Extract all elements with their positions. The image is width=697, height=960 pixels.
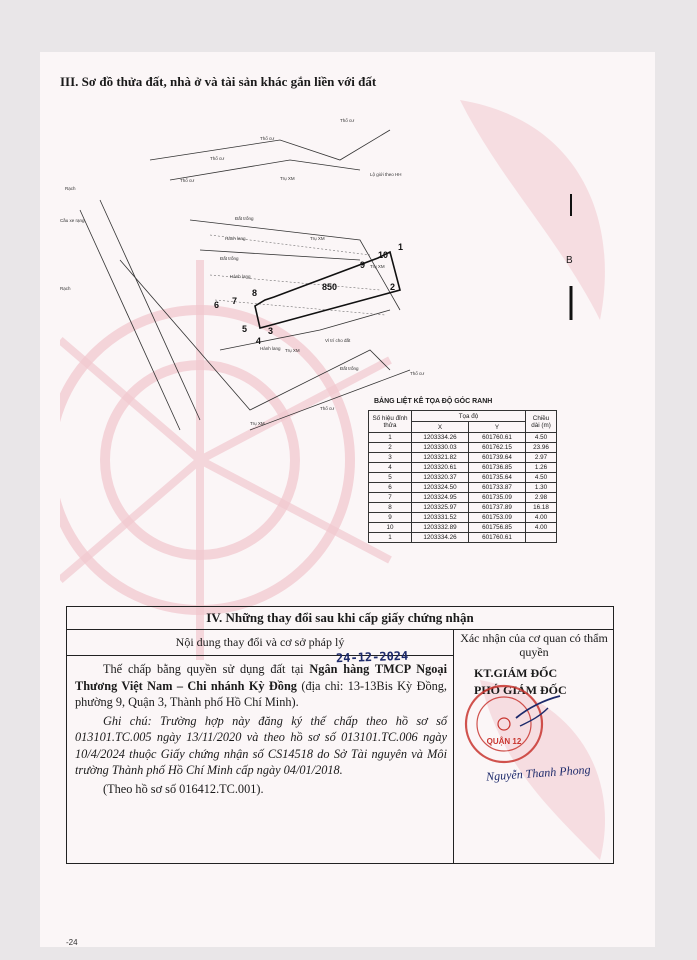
bank-address: (địa chỉ: 13-13Bis Kỳ Đồng, phường 9, Quận 3, Thành phố Hồ Chí Minh). bbox=[75, 678, 448, 709]
coord-cell-no: 5 bbox=[369, 473, 412, 483]
official-seal bbox=[456, 678, 566, 768]
coord-cell-x: 1203330.03 bbox=[412, 443, 469, 453]
coord-row bbox=[369, 513, 557, 523]
kt-director-label: KT.GIÁM ĐỐC bbox=[474, 666, 558, 680]
coord-row bbox=[369, 483, 557, 493]
coord-row bbox=[369, 453, 557, 463]
deputy-director-label: PHÓ GIÁM ĐỐC bbox=[474, 683, 567, 697]
svg-text:Thổ cư: Thổ cư bbox=[340, 118, 355, 123]
column-divider bbox=[453, 629, 454, 863]
signer-name: Nguyễn Thanh Phong bbox=[485, 762, 591, 784]
coord-cell-y: 601735.09 bbox=[469, 493, 526, 503]
mortgage-paragraph bbox=[75, 661, 447, 711]
coord-cell-x: 1203332.89 bbox=[412, 523, 469, 533]
coord-row bbox=[369, 463, 557, 473]
svg-text:Vỉ trí cho đất: Vỉ trí cho đất bbox=[325, 338, 351, 343]
coord-row bbox=[369, 433, 557, 443]
coord-cell-x: 1203324.50 bbox=[412, 483, 469, 493]
svg-text:Đất trống: Đất trống bbox=[220, 256, 239, 261]
svg-text:Trụ XM: Trụ XM bbox=[250, 421, 265, 426]
coord-row bbox=[369, 503, 557, 513]
coord-cell-length: 4.50 bbox=[526, 473, 557, 483]
coord-header-x: X bbox=[412, 422, 469, 433]
coord-cell-y: 601760.61 bbox=[469, 433, 526, 443]
vertex-2: 2 bbox=[390, 282, 396, 292]
coord-cell-y: 601762.15 bbox=[469, 443, 526, 453]
svg-text:Đất trống: Đất trống bbox=[340, 366, 359, 371]
coord-cell-length: 4.50 bbox=[526, 433, 557, 443]
coord-row bbox=[369, 473, 557, 483]
coord-cell-length: 4.00 bbox=[526, 523, 557, 533]
svg-text:Trụ XM: Trụ XM bbox=[285, 348, 300, 353]
coord-header-no: Số hiệu đỉnh thửa bbox=[369, 411, 412, 433]
coord-cell-y: 601735.64 bbox=[469, 473, 526, 483]
coord-cell-y: 601733.87 bbox=[469, 483, 526, 493]
coord-row bbox=[369, 493, 557, 503]
svg-text:Đất trống: Đất trống bbox=[235, 216, 254, 221]
svg-text:Thổ cư: Thổ cư bbox=[320, 406, 335, 411]
coord-cell-length: 2.97 bbox=[526, 453, 557, 463]
coord-row bbox=[369, 533, 557, 543]
vertex-7: 7 bbox=[232, 296, 238, 306]
north-arrow-icon bbox=[565, 194, 577, 324]
coord-cell-x: 1203334.26 bbox=[412, 433, 469, 443]
change-content bbox=[75, 661, 447, 799]
section-4-title: IV. Những thay đổi sau khi cấp giấy chứng nhận bbox=[67, 607, 613, 630]
svg-text:Rạch: Rạch bbox=[65, 186, 76, 191]
coord-cell-no: 9 bbox=[369, 513, 412, 523]
svg-text:Trụ XM: Trụ XM bbox=[370, 264, 385, 269]
svg-text:Hành lang: Hành lang bbox=[225, 236, 246, 241]
coord-cell-no: 8 bbox=[369, 503, 412, 513]
svg-text:Thổ cư: Thổ cư bbox=[410, 371, 425, 376]
coord-cell-x: 1203334.26 bbox=[412, 533, 469, 543]
coord-cell-y: 601737.89 bbox=[469, 503, 526, 513]
dossier-reference: (Theo hồ sơ số 016412.TC.001). bbox=[103, 781, 264, 796]
coord-cell-no: 1 bbox=[369, 533, 412, 543]
coord-table bbox=[368, 410, 557, 543]
svg-text:Hành lang: Hành lang bbox=[230, 274, 251, 279]
coord-cell-y: 601739.64 bbox=[469, 453, 526, 463]
vertex-5: 5 bbox=[242, 324, 248, 334]
coord-cell-length: 16.18 bbox=[526, 503, 557, 513]
svg-text:Thổ cư: Thổ cư bbox=[180, 178, 195, 183]
coord-cell-x: 1203331.52 bbox=[412, 513, 469, 523]
coord-header-y: Y bbox=[469, 422, 526, 433]
coord-cell-y: 601760.61 bbox=[469, 533, 526, 543]
coord-cell-length: 1.26 bbox=[526, 463, 557, 473]
section-3-title: III. Sơ đồ thửa đất, nhà ở và tài sản khác gắn liền với đất bbox=[60, 74, 377, 89]
vertex-4: 4 bbox=[256, 336, 262, 346]
note-paragraph: Ghi chú: Trường hợp này đăng ký thế chấp theo hồ sơ số 013101.TC.005 ngày 13/11/2020 và theo hồ sơ số 013101.TC.006 ngày 10/4/2024 thuộc Giấy chứng nhận số CS14518 do Sở Tài nguyên và Môi trường Thành phố Hồ Chí Minh cấp ngày 04/01/2018. bbox=[75, 713, 447, 777]
side-label: B bbox=[566, 255, 573, 266]
coord-cell-length: 4.00 bbox=[526, 513, 557, 523]
coord-cell-no: 4 bbox=[369, 463, 412, 473]
coord-row bbox=[369, 523, 557, 533]
svg-text:Trụ XM: Trụ XM bbox=[280, 176, 295, 181]
svg-text:Thổ cư: Thổ cư bbox=[210, 156, 225, 161]
coord-cell-no: 7 bbox=[369, 493, 412, 503]
lot-number: 850 bbox=[322, 282, 338, 292]
coord-cell-length: 2.98 bbox=[526, 493, 557, 503]
coord-cell-x: 1203320.37 bbox=[412, 473, 469, 483]
coord-cell-y: 601756.85 bbox=[469, 523, 526, 533]
svg-text:Hành lang: Hành lang bbox=[260, 346, 281, 351]
coord-row bbox=[369, 443, 557, 453]
coord-table-caption: BẢNG LIỆT KÊ TỌA ĐỘ GÓC RANH bbox=[374, 398, 493, 405]
mortgage-text: Thế chấp bằng quyền sử dụng đất tại bbox=[103, 662, 310, 676]
vertex-9: 9 bbox=[360, 260, 366, 270]
coord-header-len: Chiều dài (m) bbox=[526, 411, 557, 433]
handwritten-date: 24-12-2024 bbox=[335, 648, 409, 666]
confirmation-column-header: Xác nhận của cơ quan có thẩm quyền bbox=[460, 631, 608, 659]
coord-cell-no: 1 bbox=[369, 433, 412, 443]
svg-text:Trụ XM: Trụ XM bbox=[310, 236, 325, 241]
coord-cell-no: 3 bbox=[369, 453, 412, 463]
coord-cell-y: 601736.85 bbox=[469, 463, 526, 473]
coord-cell-no: 6 bbox=[369, 483, 412, 493]
coord-cell-length: 23.96 bbox=[526, 443, 557, 453]
coord-cell-no: 10 bbox=[369, 523, 412, 533]
coord-cell-y: 601753.09 bbox=[469, 513, 526, 523]
vertex-1: 1 bbox=[398, 242, 404, 252]
vertex-8: 8 bbox=[252, 288, 258, 298]
svg-text:Cầu xe rạng: Cầu xe rạng bbox=[60, 218, 85, 223]
coord-cell-no: 2 bbox=[369, 443, 412, 453]
coord-cell-x: 1203325.97 bbox=[412, 503, 469, 513]
footer-mark: -24 bbox=[66, 938, 78, 947]
changes-column-header: Nội dung thay đổi và cơ sở pháp lý bbox=[175, 635, 345, 649]
seal-district: QUẬN 12 bbox=[486, 737, 522, 746]
vertex-3: 3 bbox=[268, 326, 274, 336]
vertex-6: 6 bbox=[214, 300, 220, 310]
coord-cell-x: 1203324.95 bbox=[412, 493, 469, 503]
svg-text:Lộ giới theo HH: Lộ giới theo HH bbox=[370, 172, 402, 177]
coord-cell-length bbox=[526, 533, 557, 543]
coord-cell-x: 1203320.61 bbox=[412, 463, 469, 473]
coord-cell-length: 1.30 bbox=[526, 483, 557, 493]
svg-text:Thổ cư: Thổ cư bbox=[260, 136, 275, 141]
coord-header-coord: Tọa độ bbox=[412, 411, 526, 422]
bank-name: Ngân hàng TMCP Ngoại Thương Việt Nam – Chi nhánh Kỳ Đồng bbox=[75, 662, 447, 693]
coord-cell-x: 1203321.82 bbox=[412, 453, 469, 463]
vertex-10: 10 bbox=[378, 250, 389, 260]
svg-text:Rạch: Rạch bbox=[60, 286, 71, 291]
